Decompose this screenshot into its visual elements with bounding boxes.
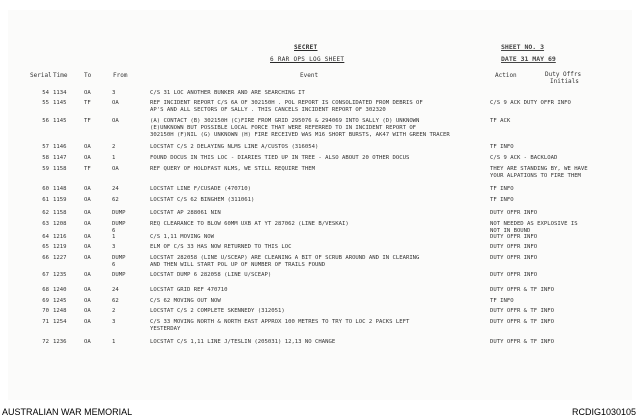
col-event: Event: [300, 72, 319, 79]
entry-to: OA: [84, 287, 91, 293]
archive-name: AUSTRALIAN WAR MEMORIAL: [2, 407, 133, 417]
entry-action: THEY ARE STANDING BY, WE HAVE YOUR ALPATIONS TO FIRE THEM: [490, 166, 588, 179]
entry-event: C/S 1,11 MOVING NOW: [150, 234, 214, 240]
entry-serial: 61: [42, 197, 49, 203]
entry-time: 1219: [53, 244, 67, 250]
entry-event: C/S 62 MOVING OUT NOW: [150, 298, 221, 304]
entry-event: LOCSTAT GRID REF 470710: [150, 287, 228, 293]
entry-time: 1235: [53, 272, 67, 278]
entry-serial: 62: [42, 210, 49, 216]
entry-event: REF QUERY OF HOLDFAST NLMS, WE STILL REQUIRE THEM: [150, 166, 316, 172]
log-sheet: [8, 10, 632, 400]
entry-to: OA: [84, 339, 91, 345]
entry-time: 1216: [53, 234, 67, 240]
entry-time: 1240: [53, 287, 67, 293]
entry-event: C/S 31 LOC ANOTHER BUNKER AND ARE SEARCHING IT: [150, 90, 305, 96]
archive-id: RCDIG1030105: [571, 407, 636, 417]
col-duty-offrs: Duty Offrs: [545, 71, 582, 78]
entry-serial: 60: [42, 186, 49, 192]
entry-event: LOCSTAT C/S 2 COMPLETE SKENNEDY (312051): [150, 308, 285, 314]
entry-event: LOCSTAT C/S 1,11 LINE J/TESLIN (205031) 12,13 NO CHANGE: [150, 339, 336, 345]
entry-time: 1147: [53, 155, 67, 161]
entry-action: TF INFO: [490, 186, 514, 192]
entry-to: OA: [84, 255, 91, 261]
entry-to: OA: [84, 234, 91, 240]
entry-action: TF INFO: [490, 197, 514, 203]
entry-time: 1245: [53, 298, 67, 304]
entry-serial: 68: [42, 287, 49, 293]
entry-action: TF INFO: [490, 298, 514, 304]
entry-to: OA: [84, 210, 91, 216]
entry-to: TF: [84, 100, 91, 106]
entry-serial: 67: [42, 272, 49, 278]
entry-event: LOCSTAT LINE F/CUSADE (470710): [150, 186, 252, 192]
entry-time: 1227: [53, 255, 67, 261]
entry-event: LOCSTAT DUMP 6 282058 (LINE U/SCEAP): [150, 272, 272, 278]
entry-to: OA: [84, 186, 91, 192]
entry-from: 3: [112, 244, 116, 250]
entry-from: 2: [112, 144, 116, 150]
entry-event: FOUND DOCUS IN THIS LOC - DIARIES TIED UP IN TREE - ALSO ABOUT 20 OTHER DOCUS: [150, 155, 410, 161]
entry-from: DUMP: [112, 210, 126, 216]
entry-from: 1: [112, 339, 116, 345]
entry-time: 1208: [53, 221, 67, 227]
entry-from: OA: [112, 166, 119, 172]
col-from: From: [113, 72, 128, 79]
entry-from: 62: [112, 298, 119, 304]
archive-footer: [0, 404, 640, 420]
entry-from: 1: [112, 155, 116, 161]
entry-action: C/S 9 ACK DUTY OFFR INFO: [490, 100, 571, 106]
entry-action: TF ACK: [490, 118, 511, 124]
entry-action: DUTY OFFR INFO: [490, 210, 538, 216]
entry-to: OA: [84, 144, 91, 150]
entry-time: 1148: [53, 186, 67, 192]
entry-serial: 70: [42, 308, 49, 314]
entry-from: 3: [112, 319, 116, 325]
entry-serial: 57: [42, 144, 49, 150]
entry-event: C/S 33 MOVING NORTH & NORTH EAST APPROX 100 METRES TO TRY TO LOC 2 PACKS LEFT YESTERDAY: [150, 319, 410, 332]
entry-event: REQ CLEARANCE TO BLOW 60MM UXB AT YT 287062 (LINE B/VESKAI): [150, 221, 349, 227]
entry-to: OA: [84, 221, 91, 227]
entry-from: 62: [112, 197, 119, 203]
entry-to: OA: [84, 90, 91, 96]
col-to: To: [84, 72, 92, 79]
entry-from: 1: [112, 234, 116, 240]
entry-time: 1158: [53, 166, 67, 172]
entry-action: C/S 9 ACK - BACKLOAD: [490, 155, 558, 161]
col-action: Action: [495, 72, 517, 79]
entry-from: 2: [112, 308, 116, 314]
col-time: Time: [53, 72, 68, 79]
sheet-number: SHEET NO. 3: [501, 43, 545, 51]
entry-from: OA: [112, 100, 119, 106]
entry-serial: 56: [42, 118, 49, 124]
entry-from: DUMP: [112, 272, 126, 278]
entry-time: 1159: [53, 197, 67, 203]
entry-time: 1146: [53, 144, 67, 150]
entry-time: 1158: [53, 210, 67, 216]
entry-event: LOCSTAT C/S 62 BINGHEM (311061): [150, 197, 255, 203]
entry-time: 1145: [53, 118, 67, 124]
entry-to: OA: [84, 319, 91, 325]
entry-time: 1236: [53, 339, 67, 345]
entry-action: DUTY OFFR INFO: [490, 244, 538, 250]
entry-serial: 66: [42, 255, 49, 261]
entry-action: DUTY OFFR & TF INFO: [490, 339, 554, 345]
entry-to: OA: [84, 155, 91, 161]
entry-action: TF INFO: [490, 144, 514, 150]
entry-from: 3: [112, 90, 116, 96]
entry-from: DUMP 6: [112, 221, 126, 234]
entry-serial: 58: [42, 155, 49, 161]
entry-action: DUTY OFFR INFO: [490, 234, 538, 240]
entry-serial: 71: [42, 319, 49, 325]
entry-from: 24: [112, 186, 119, 192]
entry-to: OA: [84, 272, 91, 278]
entry-action: DUTY OFFR & TF INFO: [490, 308, 554, 314]
entry-event: LOCSTAT 282058 (LINE U/SCEAP) ARE CLEANING A BIT OF SCRUB AROUND AND IN CLEARING AND THEN WILL START POL UP OF NUMBER OF TRAILS FOUND: [150, 255, 420, 268]
entry-time: 1248: [53, 308, 67, 314]
entry-to: OA: [84, 298, 91, 304]
entry-event: LOCSTAT AP 288061 NIN: [150, 210, 221, 216]
entry-to: OA: [84, 197, 91, 203]
entry-serial: 64: [42, 234, 49, 240]
entry-event: (A) CONTACT (B) 302150H (C)FIRE FROM GRID 295076 & 294069 INTO SALLY (D) UNKNOWN (E)UNKNOWN BUT POSSIBLE LOCAL FORCE THAT WERE REFERRED TO IN INCIDENT REPORT OF 302150H (F)NIL (G) UNKNOWN (H) FIRE RECEIVED WAS M16 SHORT BURSTS, AK47 WITH GREEN TRACER: [150, 118, 450, 138]
entry-serial: 72: [42, 339, 49, 345]
entry-time: 1254: [53, 319, 67, 325]
entry-serial: 55: [42, 100, 49, 106]
entry-action: DUTY OFFR & TF INFO: [490, 319, 554, 325]
entry-from: DUMP 6: [112, 255, 126, 268]
entry-from: OA: [112, 118, 119, 124]
entry-to: TF: [84, 166, 91, 172]
entry-to: OA: [84, 244, 91, 250]
entry-to: OA: [84, 308, 91, 314]
entry-to: TF: [84, 118, 91, 124]
entry-serial: 65: [42, 244, 49, 250]
col-serial: Serial: [30, 72, 52, 79]
entry-serial: 63: [42, 221, 49, 227]
entry-event: ELM OF C/S 33 HAS NOW RETURNED TO THIS LOC: [150, 244, 292, 250]
entry-event: REF INCIDENT REPORT C/S 6A OF 302150H . POL REPORT IS CONSOLIDATED FROM DEBRIS OF AP'S AND ALL SECTORS OF SALLY . THIS CANCELS INCIDENT REPORT OF 302320: [150, 100, 423, 113]
entry-time: 1145: [53, 100, 67, 106]
log-title: 6 RAR OPS LOG SHEET: [270, 56, 345, 63]
entry-time: 1134: [53, 90, 67, 96]
entry-action: DUTY OFFR INFO: [490, 255, 538, 261]
entry-serial: 69: [42, 298, 49, 304]
entry-event: LOCSTAT C/S 2 DELAYING NLMS LINE A/CUSTOS (316054): [150, 144, 319, 150]
secret-classification: SECRET: [294, 44, 318, 51]
entry-action: DUTY OFFR & TF INFO: [490, 287, 554, 293]
entry-serial: 59: [42, 166, 49, 172]
log-date: DATE 31 MAY 69: [501, 55, 556, 63]
col-initials: Initials: [550, 78, 579, 85]
entry-serial: 54: [42, 90, 49, 96]
entry-from: 24: [112, 287, 119, 293]
entry-action: DUTY OFFR INFO: [490, 272, 538, 278]
entry-action: NOT NEEDED AS EXPLOSIVE IS NOT IN BOUND: [490, 221, 578, 234]
